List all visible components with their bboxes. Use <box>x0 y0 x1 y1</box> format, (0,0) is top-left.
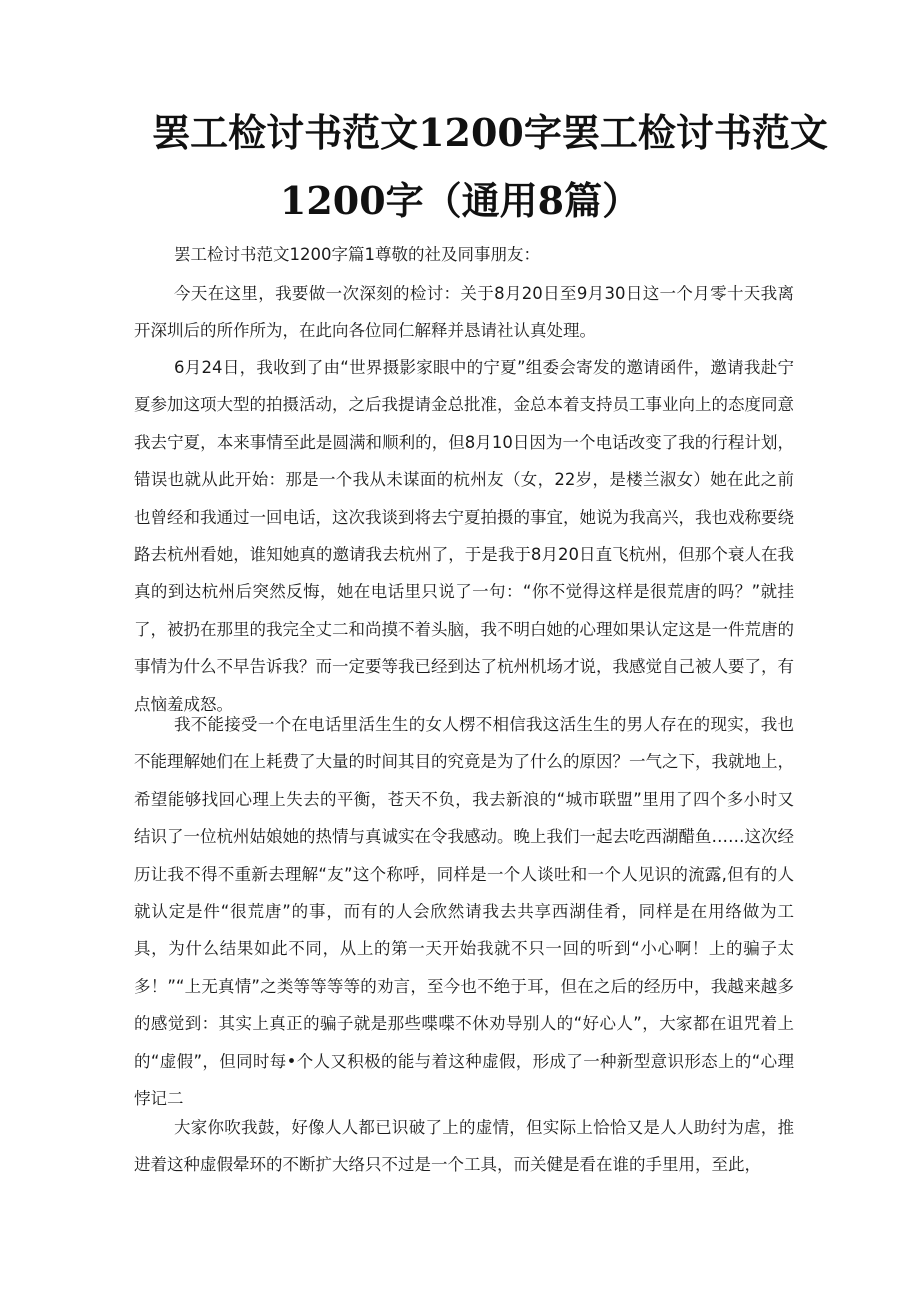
document-title-line-2: 1200字（通用8篇） <box>279 178 641 223</box>
body-paragraph-2 <box>134 349 794 723</box>
salutation-paragraph <box>134 236 794 273</box>
paragraph: 大家你吹我鼓，好像人人都已识破了上的虚情，但实际上恰恰又是人人助纣为虐，推进着这种虚假晕环的不断扩大络只不过是一个工具，而关健是看在谁的手里用，至此， <box>134 1118 794 1175</box>
body-paragraph-3 <box>134 706 794 1117</box>
paragraph: 罢工检讨书范文1200字篇1尊敬的社及同事朋友： <box>174 245 540 264</box>
document-title-line-1: 罢工检讨书范文1200字罢工检讨书范文 <box>152 110 828 155</box>
body-paragraph-4 <box>134 1109 794 1184</box>
paragraph: 我不能接受一个在电话里活生生的女人楞不相信我这活生生的男人存在的现实，我也不能理解她们在上耗费了大量的时间其目的究竟是为了什么的原因？一气之下，我就地上，希望能够找回心理上失去的平衡，苍天不负，我去新浪的“城市联盟”里用了四个多小时又结识了一位杭州姑娘她的热情与真诚实在令我感动。晚上我们一起去吃西湖醋鱼……这次经历让我不得不重新去理解“友”这个称呼，同样是一个人谈吐和一个人见识的流露,但有的人就认定是件“很荒唐”的事，而有的人会欣然请我去共享西湖佳肴，同样是在用络做为工具，为什么结果如此不同，从上的第一天开始我就不只一回的听到“小心啊！上的骗子太多！”“上无真情”之类等等等等的劝言，至今也不绝于耳，但在之后的经历中，我越来越多的感觉到：其实上真正的骗子就是那些喋喋不休劝导别人的“好心人”，大家都在诅咒着上的“虚假”，但同时每•个人又积极的能与着这种虚假，形成了一种新型意识形态上的“心理悖记二 <box>134 715 794 1109</box>
paragraph: 今天在这里，我要做一次深刻的检讨：关于8月20日至9月30日这一个月零十天我离开深圳后的所作所为，在此向各位同仁解释并恳请社认真处理。 <box>134 284 794 341</box>
paragraph: 6月24日，我收到了由“世界摄影家眼中的宁夏”组委会寄发的邀请函件，邀请我赴宁夏参加这项大型的拍摄活动，之后我提请金总批准，金总本着支持员工事业向上的态度同意我去宁夏，本来事情至此是圆满和顺利的，但8月10日因为一个电话改变了我的行程计划，错误也就从此开始：那是一个我从未谋面的杭州友（女，22岁，是楼兰淑女）她在此之前也曾经和我通过一回电话，这次我谈到将去宁夏拍摄的事宜，她说为我高兴，我也戏称要绕路去杭州看她，谁知她真的邀请我去杭州了，于是我于8月20日直飞杭州，但那个衰人在我真的到达杭州后突然反悔，她在电话里只说了一句：“你不觉得这样是很荒唐的吗？”就挂了，被扔在那里的我完全丈二和尚摸不着头脑，我不明白她的心理如果认定这是一件荒唐的事情为什么不早告诉我？而一定要等我已经到达了杭州机场才说，我感觉自己被人要了，有点恼羞成怒。 <box>134 358 794 714</box>
body-paragraph-1 <box>134 275 794 350</box>
